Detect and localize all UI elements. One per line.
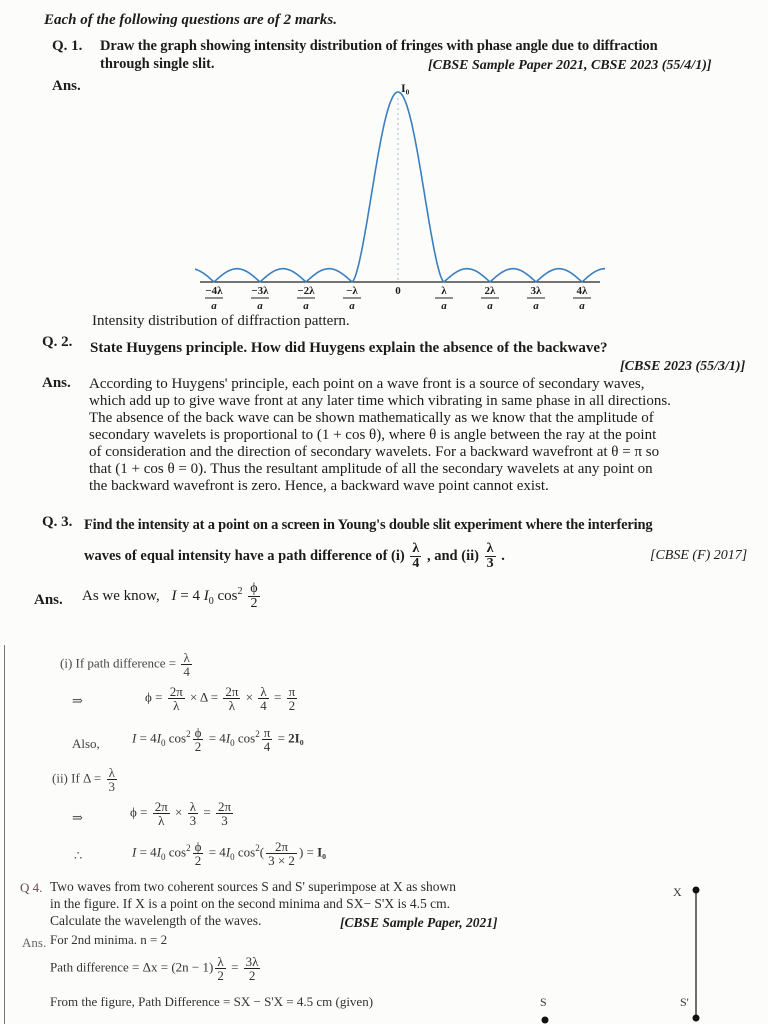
lambda-over-3: $\frac{\lambda}{3}$ — [486, 541, 494, 571]
diffraction-intensity-graph — [195, 78, 605, 318]
q2-answer-line: The absence of the back wave can be shown mathematically as we know that the amplitude of — [89, 410, 654, 426]
tick-label-denominator: a — [303, 300, 309, 312]
q2-number: Q. 2. — [42, 334, 73, 350]
q4-answer-line1: For 2nd minima. n = 2 — [50, 932, 168, 947]
q2-answer-text — [89, 376, 749, 495]
tick-label-numerator: 0 — [395, 285, 401, 297]
tick-label-denominator: a — [441, 300, 447, 312]
q4-line2: in the figure. If X is a point on the second minima and SX− S'X is 4.5 cm. — [50, 896, 450, 911]
q3-answer-formula: As we know, I = 4 $I_0$ $\cos^2$ $\frac{\phi}{2}$ — [82, 581, 258, 611]
q4-line3: Calculate the wavelength of the waves. — [50, 913, 262, 928]
tick-label-denominator: a — [211, 300, 217, 312]
point-s-label: S — [540, 995, 547, 1009]
q3-implies-1: ⇒ — [72, 693, 83, 708]
tick-label-denominator: a — [533, 300, 539, 312]
q4-figure — [530, 880, 730, 1024]
q3-number: Q. 3. — [42, 514, 73, 530]
page-header: Each of the following questions are of 2 marks. — [44, 12, 337, 28]
peak-intensity-label: I₀ — [401, 81, 410, 95]
tick-label-numerator: λ — [441, 285, 447, 297]
tick-label-numerator: −3λ — [251, 285, 269, 297]
q2-answer-line: According to Huygens' principle, each point on a wave front is a source of secondary waves, — [89, 376, 645, 392]
q2-answer-label: Ans. — [42, 375, 71, 391]
point-s-prime-dot — [693, 1015, 700, 1022]
tick-label-numerator: −2λ — [297, 285, 315, 297]
q3-phase-calc-1: ϕ = $\frac{2\pi}{\lambda}$ × Δ = $\frac{2\pi}{\lambda}$ × $\frac{\lambda}{4}$ = $\frac{\pi}{2}$ — [145, 684, 296, 713]
q3-part-ii-label: (ii) If Δ = — [52, 770, 102, 786]
q3-part-i: (i) If path difference = $\frac{\lambda}{4}$ — [60, 650, 190, 679]
q3-intensity-calc-1: $I = 4I_0$ $\cos^2$ $\frac{\phi}{2}$ = $4I_0$ $\cos^2$ $\frac{\pi}{4}$ = 2I₀ — [132, 725, 304, 754]
intensity-curve — [195, 92, 605, 282]
tick-label-denominator: a — [579, 300, 585, 312]
q4-line1: Two waves from two coherent sources S and S' superimpose at X as shown — [50, 879, 457, 894]
q1-answer-label: Ans. — [52, 78, 81, 94]
tick-label-numerator: 2λ — [484, 285, 496, 297]
q3-text-part-a: waves of equal intensity have a path difference of (i) — [84, 547, 405, 564]
lambda-over-4: $\frac{\lambda}{4}$ — [412, 541, 420, 571]
q4-reference: [CBSE Sample Paper, 2021] — [340, 915, 498, 930]
q3-text-line2 — [84, 542, 505, 571]
tick-label-numerator: 3λ — [530, 285, 542, 297]
q3-text-part-b: , and (ii) — [426, 547, 479, 564]
tick-label-denominator: a — [487, 300, 493, 312]
tick-label-denominator: a — [257, 300, 263, 312]
q3-result-i: 2I₀ — [288, 730, 304, 746]
q1-reference: [CBSE Sample Paper 2021, CBSE 2023 (55/4/1)] — [428, 58, 712, 73]
q3-intensity-calc-2: $I = 4I_0$ $\cos^2$ $\frac{\phi}{2}$ = $4I_0$ $\cos^2$( $\frac{2\pi}{3 \times 2}$ ) = I₀ — [132, 839, 327, 868]
tick-label-denominator: a — [349, 300, 355, 312]
q3-part-ii: (ii) If Δ = $\frac{\lambda}{3}$ — [52, 765, 116, 794]
q3-answer-intro: As we know, — [82, 587, 160, 604]
tick-label-numerator: −4λ — [205, 285, 223, 297]
q3-implies-2: ⇒ — [72, 810, 83, 825]
q3-also: Also, — [72, 736, 100, 751]
graph-caption: Intensity distribution of diffraction pattern. — [92, 313, 350, 329]
q1-text-line2: through single slit. — [100, 56, 215, 72]
q3-reference: [CBSE (F) 2017] — [650, 548, 748, 563]
q3-phase-calc-2: ϕ = $\frac{2\pi}{\lambda}$ × $\frac{\lambda}{3}$ = $\frac{2\pi}{3}$ — [130, 799, 232, 828]
q2-answer-line: the backward wavefront is zero. Hence, a backward wave point cannot exist. — [89, 478, 549, 494]
q1-text-line1: Draw the graph showing intensity distribution of fringes with phase angle due to diffraction — [100, 38, 658, 54]
q2-answer-line: secondary wavelets is proportional to (1 + cos θ), where θ is angle between the ray at the point — [89, 427, 657, 443]
q2-answer-line: which add up to give wave front at any later time which vibrating in same phase in all directions. — [89, 393, 671, 409]
tick-label-numerator: 4λ — [576, 285, 588, 297]
point-x-label: X — [673, 885, 682, 899]
q4-path-difference: Path difference = Δx = (2n − 1) $\frac{\lambda}{2}$ = $\frac{3\lambda}{2}$ — [50, 954, 259, 983]
q2-answer-line: of consideration and the direction of secondary wavelets. For a backward wavefront at θ = π so — [89, 444, 660, 460]
point-s-dot — [542, 1017, 549, 1024]
q3-answer-label: Ans. — [34, 592, 63, 608]
q3-part-i-label: (i) If path difference = — [60, 655, 177, 671]
q1-number: Q. 1. — [52, 38, 83, 54]
q2-answer-line: that (1 + cos θ = 0). Thus the resultant amplitude of all the secondary wavelets at any point on — [89, 461, 653, 477]
q2-reference: [CBSE 2023 (55/3/1)] — [620, 359, 746, 374]
q2-text: State Huygens principle. How did Huygens explain the absence of the backwave? — [90, 340, 608, 356]
point-s-prime-label: S' — [680, 995, 689, 1009]
q4-number: Q 4. — [20, 880, 43, 895]
point-x-dot — [693, 887, 700, 894]
q3-result-ii: I₀ — [317, 844, 327, 860]
tick-label-numerator: −λ — [346, 285, 358, 297]
margin-rule — [4, 645, 5, 1024]
q3-text-line1: Find the intensity at a point on a screen in Young's double slit experiment where the interfering — [84, 517, 653, 533]
q3-text-part-c: . — [501, 547, 505, 564]
q3-therefore: ∴ — [74, 848, 83, 863]
q4-from-figure: From the figure, Path Difference = SX − S'X = 4.5 cm (given) — [50, 994, 374, 1009]
q4-answer-label: Ans. — [22, 935, 47, 950]
q4-path-diff-label: Path difference = — [50, 959, 140, 975]
